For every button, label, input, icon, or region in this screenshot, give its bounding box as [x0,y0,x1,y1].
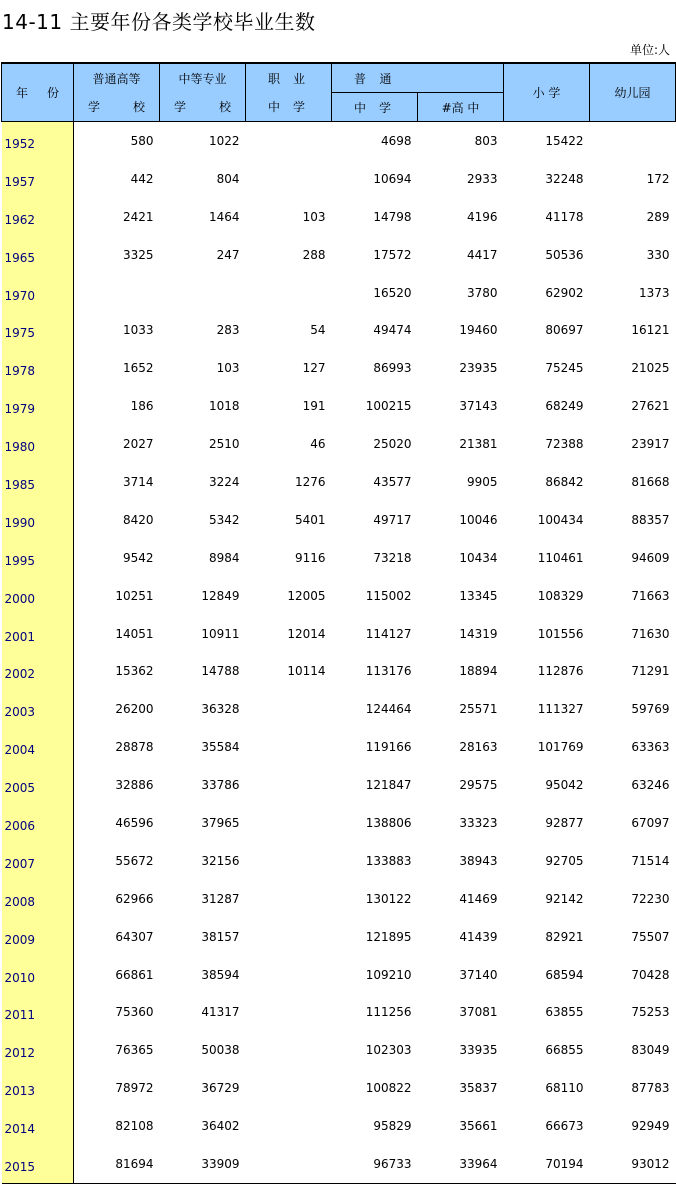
kindergarten-cell: 72230 [631,891,670,906]
kindergarten-cell: 87783 [631,1081,670,1096]
secondary-cell: 86993 [373,361,412,376]
specialized-cell: 804 [216,171,240,186]
year-cell: 2003 [2,690,74,728]
year-cell: 1995 [2,539,74,577]
higher-cell: 76365 [115,1043,154,1058]
secondary-cell: 115002 [365,588,412,603]
primary-cell: 111327 [537,702,584,717]
secondary-cell: 49717 [373,512,412,527]
table-row [2,842,676,880]
primary-cell: 32248 [545,171,584,186]
primary-cell: 70194 [504,1145,590,1183]
table-row [2,463,676,501]
primary-cell: 75245 [545,361,584,376]
higher-cell: 14051 [115,626,154,641]
table-row [2,425,676,463]
senior-cell: 25571 [459,702,498,717]
higher-cell: 66861 [115,967,154,982]
kindergarten-cell: 75507 [631,929,670,944]
primary-cell: 50536 [545,247,584,262]
table-row [2,766,676,804]
specialized-cell: 247 [216,247,240,262]
senior-cell: 10046 [459,512,498,527]
year-cell: 2002 [2,652,74,690]
year-cell: 1980 [2,425,74,463]
secondary-cell: 43577 [373,474,412,489]
year-cell: 2008 [2,880,74,918]
table-row [2,122,676,160]
year-cell: 2011 [2,993,74,1031]
primary-cell: 86842 [545,474,584,489]
vocational-cell: 127 [302,361,326,376]
header-vocational: 职 业 中 学 [246,63,332,122]
senior-cell: 29575 [459,778,498,793]
senior-cell: 19460 [459,323,498,338]
specialized-cell: 36328 [201,702,240,717]
higher-cell: 2027 [122,437,154,452]
header-secondary-specialized: 中等专业 学 校 [160,63,246,122]
year-cell: 2007 [2,842,74,880]
primary-cell: 15422 [545,133,584,148]
specialized-cell: 3224 [208,474,240,489]
vocational-cell [246,728,332,766]
vocational-cell: 5401 [294,512,326,527]
page-title: 14-11 主要年份各类学校毕业生数 [2,10,316,34]
secondary-cell: 119166 [365,740,412,755]
higher-cell: 46596 [115,815,154,830]
specialized-cell: 8984 [208,550,240,565]
specialized-cell: 32156 [201,853,240,868]
primary-cell: 101769 [537,740,584,755]
primary-cell: 62902 [545,285,584,300]
specialized-cell: 35584 [201,740,240,755]
primary-cell: 82921 [545,929,584,944]
primary-cell: 63855 [545,1005,584,1020]
header-senior-high: #高 中 [418,93,504,122]
header-year: 年 份 [2,63,74,122]
higher-cell: 78972 [115,1081,154,1096]
higher-cell: 32886 [115,778,154,793]
higher-cell: 55672 [115,853,154,868]
kindergarten-cell: 93012 [590,1145,676,1183]
secondary-cell: 100822 [365,1081,412,1096]
senior-cell: 41469 [459,891,498,906]
table-row [2,311,676,349]
table-row [2,728,676,766]
specialized-cell: 1018 [208,399,240,414]
table-row [2,1107,676,1145]
kindergarten-cell: 71663 [631,588,670,603]
vocational-cell [246,690,332,728]
kindergarten-cell: 71514 [631,853,670,868]
secondary-cell: 25020 [373,437,412,452]
year-cell: 1979 [2,387,74,425]
specialized-cell: 12849 [201,588,240,603]
header-general-secondary-sub: 中 学 [332,93,418,122]
vocational-cell [246,804,332,842]
vocational-cell [246,160,332,198]
kindergarten-cell: 59769 [631,702,670,717]
kindergarten-cell: 289 [646,209,670,224]
secondary-cell: 16520 [373,285,412,300]
higher-cell: 9542 [122,550,154,565]
secondary-cell: 130122 [365,891,412,906]
primary-cell: 68594 [545,967,584,982]
primary-cell: 66855 [545,1043,584,1058]
secondary-cell: 14798 [373,209,412,224]
kindergarten-cell: 21025 [631,361,670,376]
senior-cell: 3780 [466,285,498,300]
specialized-cell: 14788 [201,664,240,679]
secondary-cell: 102303 [365,1043,412,1058]
higher-cell: 26200 [115,702,154,717]
senior-cell: 41439 [459,929,498,944]
senior-cell: 14319 [459,626,498,641]
kindergarten-cell: 94609 [631,550,670,565]
vocational-cell [246,766,332,804]
senior-cell: 21381 [459,437,498,452]
table-row [2,160,676,198]
senior-cell: 33323 [459,815,498,830]
higher-cell: 15362 [115,664,154,679]
senior-cell: 28163 [459,740,498,755]
year-cell: 2010 [2,956,74,994]
kindergarten-cell: 71291 [631,664,670,679]
table-row [2,501,676,539]
table-row [2,387,676,425]
senior-cell: 33935 [459,1043,498,1058]
senior-cell: 10434 [459,550,498,565]
year-cell: 1970 [2,274,74,312]
secondary-cell: 113176 [365,664,412,679]
table-row [2,349,676,387]
higher-cell: 82108 [115,1119,154,1134]
higher-cell: 81694 [74,1145,160,1183]
specialized-cell: 37965 [201,815,240,830]
unit-label: 单位:人 [629,43,670,57]
kindergarten-cell: 70428 [631,967,670,982]
vocational-cell [246,842,332,880]
table-row [2,615,676,653]
kindergarten-cell: 27621 [631,399,670,414]
vocational-cell [246,993,332,1031]
higher-cell: 186 [130,399,154,414]
table-row [2,577,676,615]
higher-cell: 1652 [122,361,154,376]
year-cell: 2006 [2,804,74,842]
secondary-cell: 100215 [365,399,412,414]
kindergarten-cell: 172 [646,171,670,186]
higher-cell: 8420 [122,512,154,527]
kindergarten-cell: 330 [646,247,670,262]
vocational-cell: 10114 [287,664,326,679]
table-row [2,956,676,994]
higher-cell: 1033 [122,323,154,338]
vocational-cell: 288 [302,247,326,262]
specialized-cell: 103 [216,361,240,376]
senior-cell: 23935 [459,361,498,376]
specialized-cell: 10911 [201,626,240,641]
year-cell: 1962 [2,198,74,236]
table-row [2,539,676,577]
senior-cell: 35837 [459,1081,498,1096]
header-general-secondary: 普 通 [332,63,418,93]
kindergarten-cell: 71630 [631,626,670,641]
secondary-cell: 4698 [380,133,412,148]
header-kindergarten: 幼儿园 [590,63,676,122]
table-row [2,880,676,918]
specialized-cell: 1464 [208,209,240,224]
senior-cell: 2933 [466,171,498,186]
year-cell: 2004 [2,728,74,766]
kindergarten-cell: 63363 [631,740,670,755]
specialized-cell: 33786 [201,778,240,793]
primary-cell: 68249 [545,399,584,414]
table-row [2,690,676,728]
kindergarten-cell: 88357 [631,512,670,527]
specialized-cell: 31287 [201,891,240,906]
specialized-cell: 2510 [208,437,240,452]
vocational-cell: 46 [310,437,326,452]
year-cell: 1965 [2,236,74,274]
vocational-cell: 103 [302,209,326,224]
higher-cell: 3325 [122,247,154,262]
higher-cell: 75360 [115,1005,154,1020]
senior-cell: 9905 [466,474,498,489]
kindergarten-cell: 1373 [638,285,670,300]
year-cell: 2014 [2,1107,74,1145]
senior-cell: 13345 [459,588,498,603]
table-row [2,1031,676,1069]
table-row [2,274,676,312]
vocational-cell: 9116 [294,550,326,565]
higher-cell: 28878 [115,740,154,755]
secondary-cell: 121895 [365,929,412,944]
primary-cell: 68110 [545,1081,584,1096]
specialized-cell: 38157 [201,929,240,944]
senior-cell: 33964 [418,1145,504,1183]
vocational-cell [246,918,332,956]
vocational-cell [246,1145,332,1183]
year-cell: 2001 [2,615,74,653]
vocational-cell [246,122,332,160]
vocational-cell: 12014 [287,626,326,641]
senior-cell: 37143 [459,399,498,414]
higher-cell [74,274,160,312]
graduates-table [1,62,676,1184]
vocational-cell: 12005 [287,588,326,603]
year-cell: 2000 [2,577,74,615]
senior-cell: 38943 [459,853,498,868]
senior-cell: 37140 [459,967,498,982]
kindergarten-cell: 81668 [631,474,670,489]
table-row [2,1145,676,1183]
table-row [2,804,676,842]
header-general-higher: 普通高等 学 校 [74,63,160,122]
specialized-cell: 36729 [201,1081,240,1096]
year-cell: 1978 [2,349,74,387]
primary-cell: 92705 [545,853,584,868]
secondary-cell: 10694 [373,171,412,186]
year-cell: 2013 [2,1069,74,1107]
vocational-cell: 54 [310,323,326,338]
kindergarten-cell: 63246 [631,778,670,793]
primary-cell: 100434 [537,512,584,527]
kindergarten-cell: 92949 [631,1119,670,1134]
year-cell: 1952 [2,122,74,160]
senior-cell: 803 [474,133,498,148]
higher-cell: 3714 [122,474,154,489]
higher-cell: 62966 [115,891,154,906]
higher-cell: 10251 [115,588,154,603]
vocational-cell: 191 [302,399,326,414]
year-cell: 2012 [2,1031,74,1069]
header-primary: 小 学 [504,63,590,122]
primary-cell: 72388 [545,437,584,452]
specialized-cell: 5342 [208,512,240,527]
secondary-cell: 138806 [365,815,412,830]
specialized-cell: 36402 [201,1119,240,1134]
primary-cell: 112876 [537,664,584,679]
year-cell: 2009 [2,918,74,956]
primary-cell: 41178 [545,209,584,224]
table-body [2,122,676,1184]
primary-cell: 92877 [545,815,584,830]
secondary-cell: 73218 [373,550,412,565]
secondary-cell: 114127 [365,626,412,641]
primary-cell: 92142 [545,891,584,906]
specialized-cell [160,274,246,312]
year-cell: 1957 [2,160,74,198]
primary-cell: 108329 [537,588,584,603]
vocational-cell [246,880,332,918]
secondary-cell: 95829 [373,1119,412,1134]
vocational-cell [246,274,332,312]
primary-cell: 101556 [537,626,584,641]
kindergarten-cell [590,122,676,160]
primary-cell: 80697 [545,323,584,338]
senior-cell: 4417 [466,247,498,262]
year-cell: 1975 [2,311,74,349]
secondary-cell: 49474 [373,323,412,338]
secondary-cell: 17572 [373,247,412,262]
higher-cell: 64307 [115,929,154,944]
kindergarten-cell: 23917 [631,437,670,452]
specialized-cell: 41317 [201,1005,240,1020]
specialized-cell: 38594 [201,967,240,982]
primary-cell: 66673 [545,1119,584,1134]
vocational-cell [246,1107,332,1145]
kindergarten-cell: 75253 [631,1005,670,1020]
table-row [2,236,676,274]
secondary-cell: 133883 [365,853,412,868]
higher-cell: 442 [130,171,154,186]
specialized-cell: 283 [216,323,240,338]
vocational-cell [246,1031,332,1069]
secondary-cell: 121847 [365,778,412,793]
vocational-cell: 1276 [294,474,326,489]
year-cell: 2005 [2,766,74,804]
senior-cell: 18894 [459,664,498,679]
table-row [2,918,676,956]
kindergarten-cell: 67097 [631,815,670,830]
specialized-cell: 33909 [160,1145,246,1183]
senior-cell: 37081 [459,1005,498,1020]
specialized-cell: 1022 [208,133,240,148]
kindergarten-cell: 83049 [631,1043,670,1058]
year-cell: 2015 [2,1145,74,1183]
header-spacer [418,63,504,93]
secondary-cell: 109210 [365,967,412,982]
year-cell: 1990 [2,501,74,539]
table-row [2,652,676,690]
primary-cell: 110461 [537,550,584,565]
table-row [2,1069,676,1107]
year-cell: 1985 [2,463,74,501]
table-row [2,198,676,236]
secondary-cell: 111256 [365,1005,412,1020]
kindergarten-cell: 16121 [631,323,670,338]
higher-cell: 580 [130,133,154,148]
vocational-cell [246,956,332,994]
specialized-cell: 50038 [201,1043,240,1058]
table-row [2,993,676,1031]
higher-cell: 2421 [122,209,154,224]
secondary-cell: 124464 [365,702,412,717]
primary-cell: 95042 [545,778,584,793]
senior-cell: 35661 [459,1119,498,1134]
secondary-cell: 96733 [332,1145,418,1183]
senior-cell: 4196 [466,209,498,224]
vocational-cell [246,1069,332,1107]
